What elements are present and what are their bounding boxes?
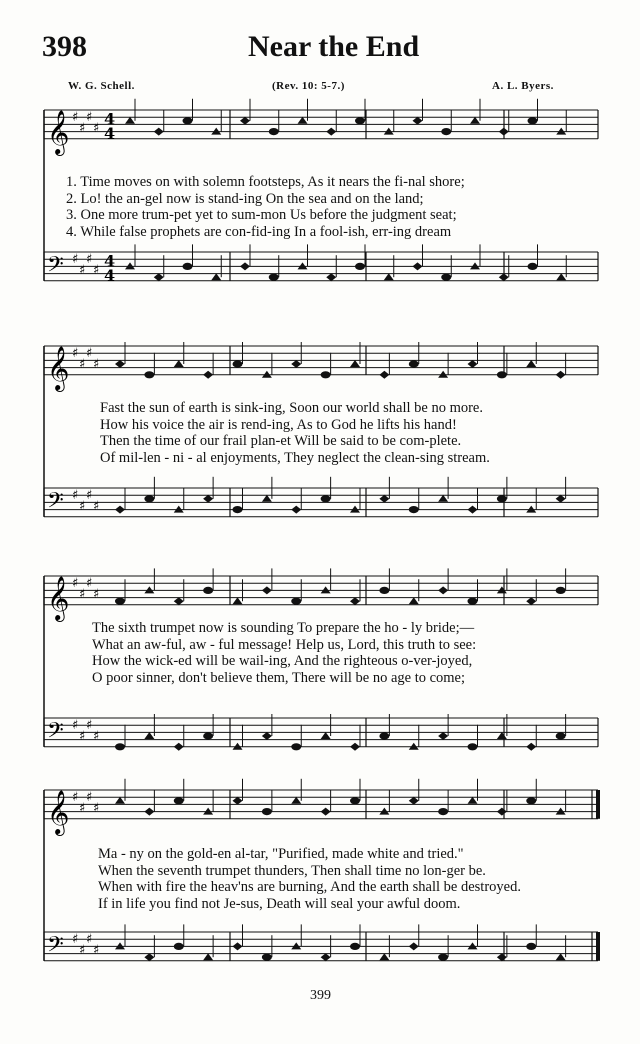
note-head: [240, 262, 250, 270]
note-head: [144, 953, 154, 961]
lyric-line: What an aw-ful, aw - ful message! Help us, Lord, this truth to see:: [92, 636, 477, 653]
lyric-line: If in life you find not Je-sus, Death will seal your awful doom.: [98, 895, 461, 912]
note-head: [526, 360, 536, 367]
sharp-icon: ♯: [86, 718, 93, 734]
composer-credit: A. L. Byers.: [492, 80, 554, 92]
note-head: [468, 506, 478, 514]
sharp-icon: ♯: [79, 357, 86, 372]
note-head: [115, 743, 125, 750]
note-head: [326, 273, 336, 281]
treble-clef: 𝄞: [47, 109, 70, 154]
note-head: [468, 598, 478, 605]
note-head: [438, 732, 448, 740]
page-number: 399: [310, 988, 331, 1003]
sharp-icon: ♯: [79, 729, 86, 744]
note-head: [203, 732, 213, 739]
note-head: [409, 942, 419, 950]
note-head: [291, 797, 301, 804]
note-head: [556, 953, 566, 960]
lyrics-block-2: [100, 400, 490, 466]
lyrics-block-4: [98, 846, 521, 912]
sharp-icon: ♯: [79, 499, 86, 514]
sharp-icon: ♯: [72, 718, 79, 734]
note-head: [355, 117, 365, 124]
note-head: [497, 371, 507, 378]
lyric-line: Then the time of our frail plan-et Will be said to be com-plete.: [100, 433, 462, 449]
note-head: [233, 743, 243, 750]
sharp-icon: ♯: [93, 587, 100, 602]
treble-clef: 𝄞: [47, 575, 70, 620]
sharp-icon: ♯: [93, 499, 100, 514]
note-head: [115, 360, 125, 368]
note-head: [526, 597, 536, 605]
note-head: [144, 371, 154, 378]
note-head: [154, 128, 164, 136]
bass-clef: 𝄢: [47, 488, 64, 519]
note-head: [438, 495, 448, 502]
note-head: [441, 128, 451, 135]
note-head: [499, 128, 509, 136]
sharp-icon: ♯: [86, 790, 93, 806]
note-head: [438, 371, 448, 378]
time-signature: 4: [104, 109, 116, 129]
note-head: [413, 262, 423, 270]
sharp-icon: ♯: [72, 576, 79, 592]
hymn-title: Near the End: [248, 30, 420, 63]
note-head: [556, 587, 566, 594]
note-head: [144, 808, 154, 816]
note-head: [468, 743, 478, 750]
sharp-icon: ♯: [93, 357, 100, 372]
note-head: [556, 808, 566, 815]
sharp-icon: ♯: [93, 729, 100, 744]
note-head: [468, 360, 478, 368]
note-head: [115, 598, 125, 605]
lyric-line: How the wick-ed will be wail-ing, And the righteous o-ver-joyed,: [92, 653, 473, 669]
note-head: [125, 117, 135, 124]
sharp-icon: ♯: [86, 110, 93, 126]
bass-clef: 𝄢: [47, 932, 64, 963]
note-head: [409, 743, 419, 750]
note-head: [379, 587, 389, 594]
sharp-icon: ♯: [79, 587, 86, 602]
note-head: [262, 371, 272, 378]
note-head: [413, 117, 423, 125]
note-head: [379, 732, 389, 739]
note-head: [321, 371, 331, 378]
note-head: [350, 943, 360, 950]
note-head: [291, 506, 301, 514]
sharp-icon: ♯: [72, 346, 79, 362]
note-head: [528, 263, 538, 270]
note-head: [269, 128, 279, 135]
sharp-icon: ♯: [86, 576, 93, 592]
note-head: [183, 117, 193, 124]
lyric-line: 2. Lo! the an-gel now is stand-ing On the sea and on the land;: [66, 190, 424, 207]
note-head: [203, 371, 213, 379]
sharp-icon: ♯: [79, 263, 86, 278]
lyrics-block-3: [92, 620, 476, 686]
lyrics-block-1: [66, 174, 465, 240]
note-head: [174, 943, 184, 950]
lyric-line: Fast the sun of earth is sink-ing, Soon our world shall be no more.: [100, 400, 483, 416]
lyric-line: When the seventh trumpet thunders, Then shall time no lon-ger be.: [98, 862, 486, 879]
note-head: [174, 597, 184, 605]
note-head: [233, 506, 243, 513]
sharp-icon: ♯: [79, 801, 86, 816]
note-head: [379, 495, 389, 503]
scripture-reference: (Rev. 10: 5-7.): [272, 80, 345, 92]
lyric-line: 1. Time moves on with solemn footsteps, As it nears the fi-nal shore;: [66, 174, 465, 190]
note-head: [350, 506, 360, 513]
note-head: [321, 495, 331, 502]
sharp-icon: ♯: [72, 790, 79, 806]
note-head: [233, 597, 243, 604]
treble-clef: 𝄞: [47, 789, 70, 834]
lyric-line: 4. While false prophets are con-fid-ing In a fool-ish, err-ing dream: [66, 223, 452, 240]
note-head: [262, 808, 272, 815]
note-head: [556, 371, 566, 379]
note-head: [409, 506, 419, 513]
note-head: [269, 274, 279, 281]
sharp-icon: ♯: [72, 488, 79, 504]
note-head: [326, 128, 336, 136]
note-head: [174, 360, 184, 367]
sharp-icon: ♯: [72, 110, 79, 126]
sharp-icon: ♯: [93, 121, 100, 136]
note-head: [355, 263, 365, 270]
note-head: [174, 797, 184, 804]
lyric-line: 3. One more trum-pet yet to sum-mon Us before the judgment seat;: [66, 207, 457, 223]
note-head: [556, 732, 566, 739]
note-head: [499, 273, 509, 281]
note-head: [262, 954, 272, 961]
note-head: [438, 954, 448, 961]
note-head: [233, 797, 243, 805]
note-head: [211, 273, 221, 280]
note-head: [468, 797, 478, 804]
note-head: [262, 586, 272, 594]
note-head: [497, 808, 507, 816]
time-signature: 4: [104, 123, 116, 143]
sharp-icon: ♯: [79, 943, 86, 958]
sharp-icon: ♯: [93, 263, 100, 278]
author-credit: W. G. Schell.: [68, 80, 135, 92]
note-head: [233, 942, 243, 950]
note-head: [298, 117, 308, 124]
sharp-icon: ♯: [93, 943, 100, 958]
lyric-line: The sixth trumpet now is sounding To prepare the ho - ly bride;—: [92, 620, 475, 636]
note-head: [526, 797, 536, 804]
note-head: [497, 495, 507, 502]
note-head: [350, 360, 360, 367]
note-head: [438, 808, 448, 815]
note-head: [154, 273, 164, 281]
lyric-line: Ma - ny on the gold-en al-tar, "Purified, made white and tried.": [98, 846, 464, 862]
note-head: [203, 495, 213, 503]
sharp-icon: ♯: [86, 932, 93, 948]
note-head: [291, 743, 301, 750]
note-head: [526, 506, 536, 513]
note-head: [203, 808, 213, 815]
treble-clef: 𝄞: [47, 345, 70, 390]
note-head: [144, 495, 154, 502]
note-head: [438, 586, 448, 594]
lyric-line: Of mil-len - ni - al enjoyments, They neglect the clean-sing stream.: [100, 449, 490, 466]
note-head: [262, 732, 272, 740]
note-head: [526, 943, 536, 950]
note-head: [291, 598, 301, 605]
bass-clef: 𝄢: [47, 718, 64, 749]
note-head: [409, 597, 419, 604]
note-head: [144, 732, 154, 739]
note-head: [528, 117, 538, 124]
note-head: [203, 953, 213, 960]
note-head: [115, 506, 125, 514]
note-head: [379, 953, 389, 960]
note-head: [379, 371, 389, 379]
note-head: [291, 360, 301, 368]
note-head: [409, 797, 419, 805]
note-head: [233, 360, 243, 367]
hymn-number: 398: [42, 30, 87, 63]
sharp-icon: ♯: [86, 252, 93, 268]
note-head: [350, 797, 360, 804]
note-head: [497, 953, 507, 961]
note-head: [556, 273, 566, 280]
note-head: [497, 732, 507, 739]
note-head: [174, 506, 184, 513]
note-head: [321, 732, 331, 739]
note-head: [203, 587, 213, 594]
note-head: [350, 743, 360, 751]
note-head: [321, 953, 331, 961]
note-head: [441, 274, 451, 281]
lyric-line: O poor sinner, don't believe them, There will be no age to come;: [92, 669, 466, 686]
sharp-icon: ♯: [93, 801, 100, 816]
sharp-icon: ♯: [79, 121, 86, 136]
note-head: [174, 743, 184, 751]
note-head: [384, 273, 394, 280]
note-head: [409, 360, 419, 367]
lyric-line: How his voice the air is rend-ing, As to God he lifts his hand!: [100, 416, 457, 433]
sharp-icon: ♯: [72, 252, 79, 268]
note-head: [115, 797, 125, 804]
lyric-line: When with fire the heav'ns are burning, And the earth shall be destroyed.: [98, 879, 521, 895]
sharp-icon: ♯: [86, 488, 93, 504]
sharp-icon: ♯: [72, 932, 79, 948]
sharp-icon: ♯: [86, 346, 93, 362]
time-signature: 4: [104, 251, 116, 271]
note-head: [470, 117, 480, 124]
note-head: [183, 263, 193, 270]
note-head: [240, 117, 250, 125]
note-head: [262, 495, 272, 502]
note-head: [379, 808, 389, 815]
note-head: [321, 808, 331, 816]
time-signature: 4: [104, 265, 116, 285]
note-head: [556, 495, 566, 503]
note-head: [350, 597, 360, 605]
bass-clef: 𝄢: [47, 252, 64, 283]
note-head: [526, 743, 536, 751]
